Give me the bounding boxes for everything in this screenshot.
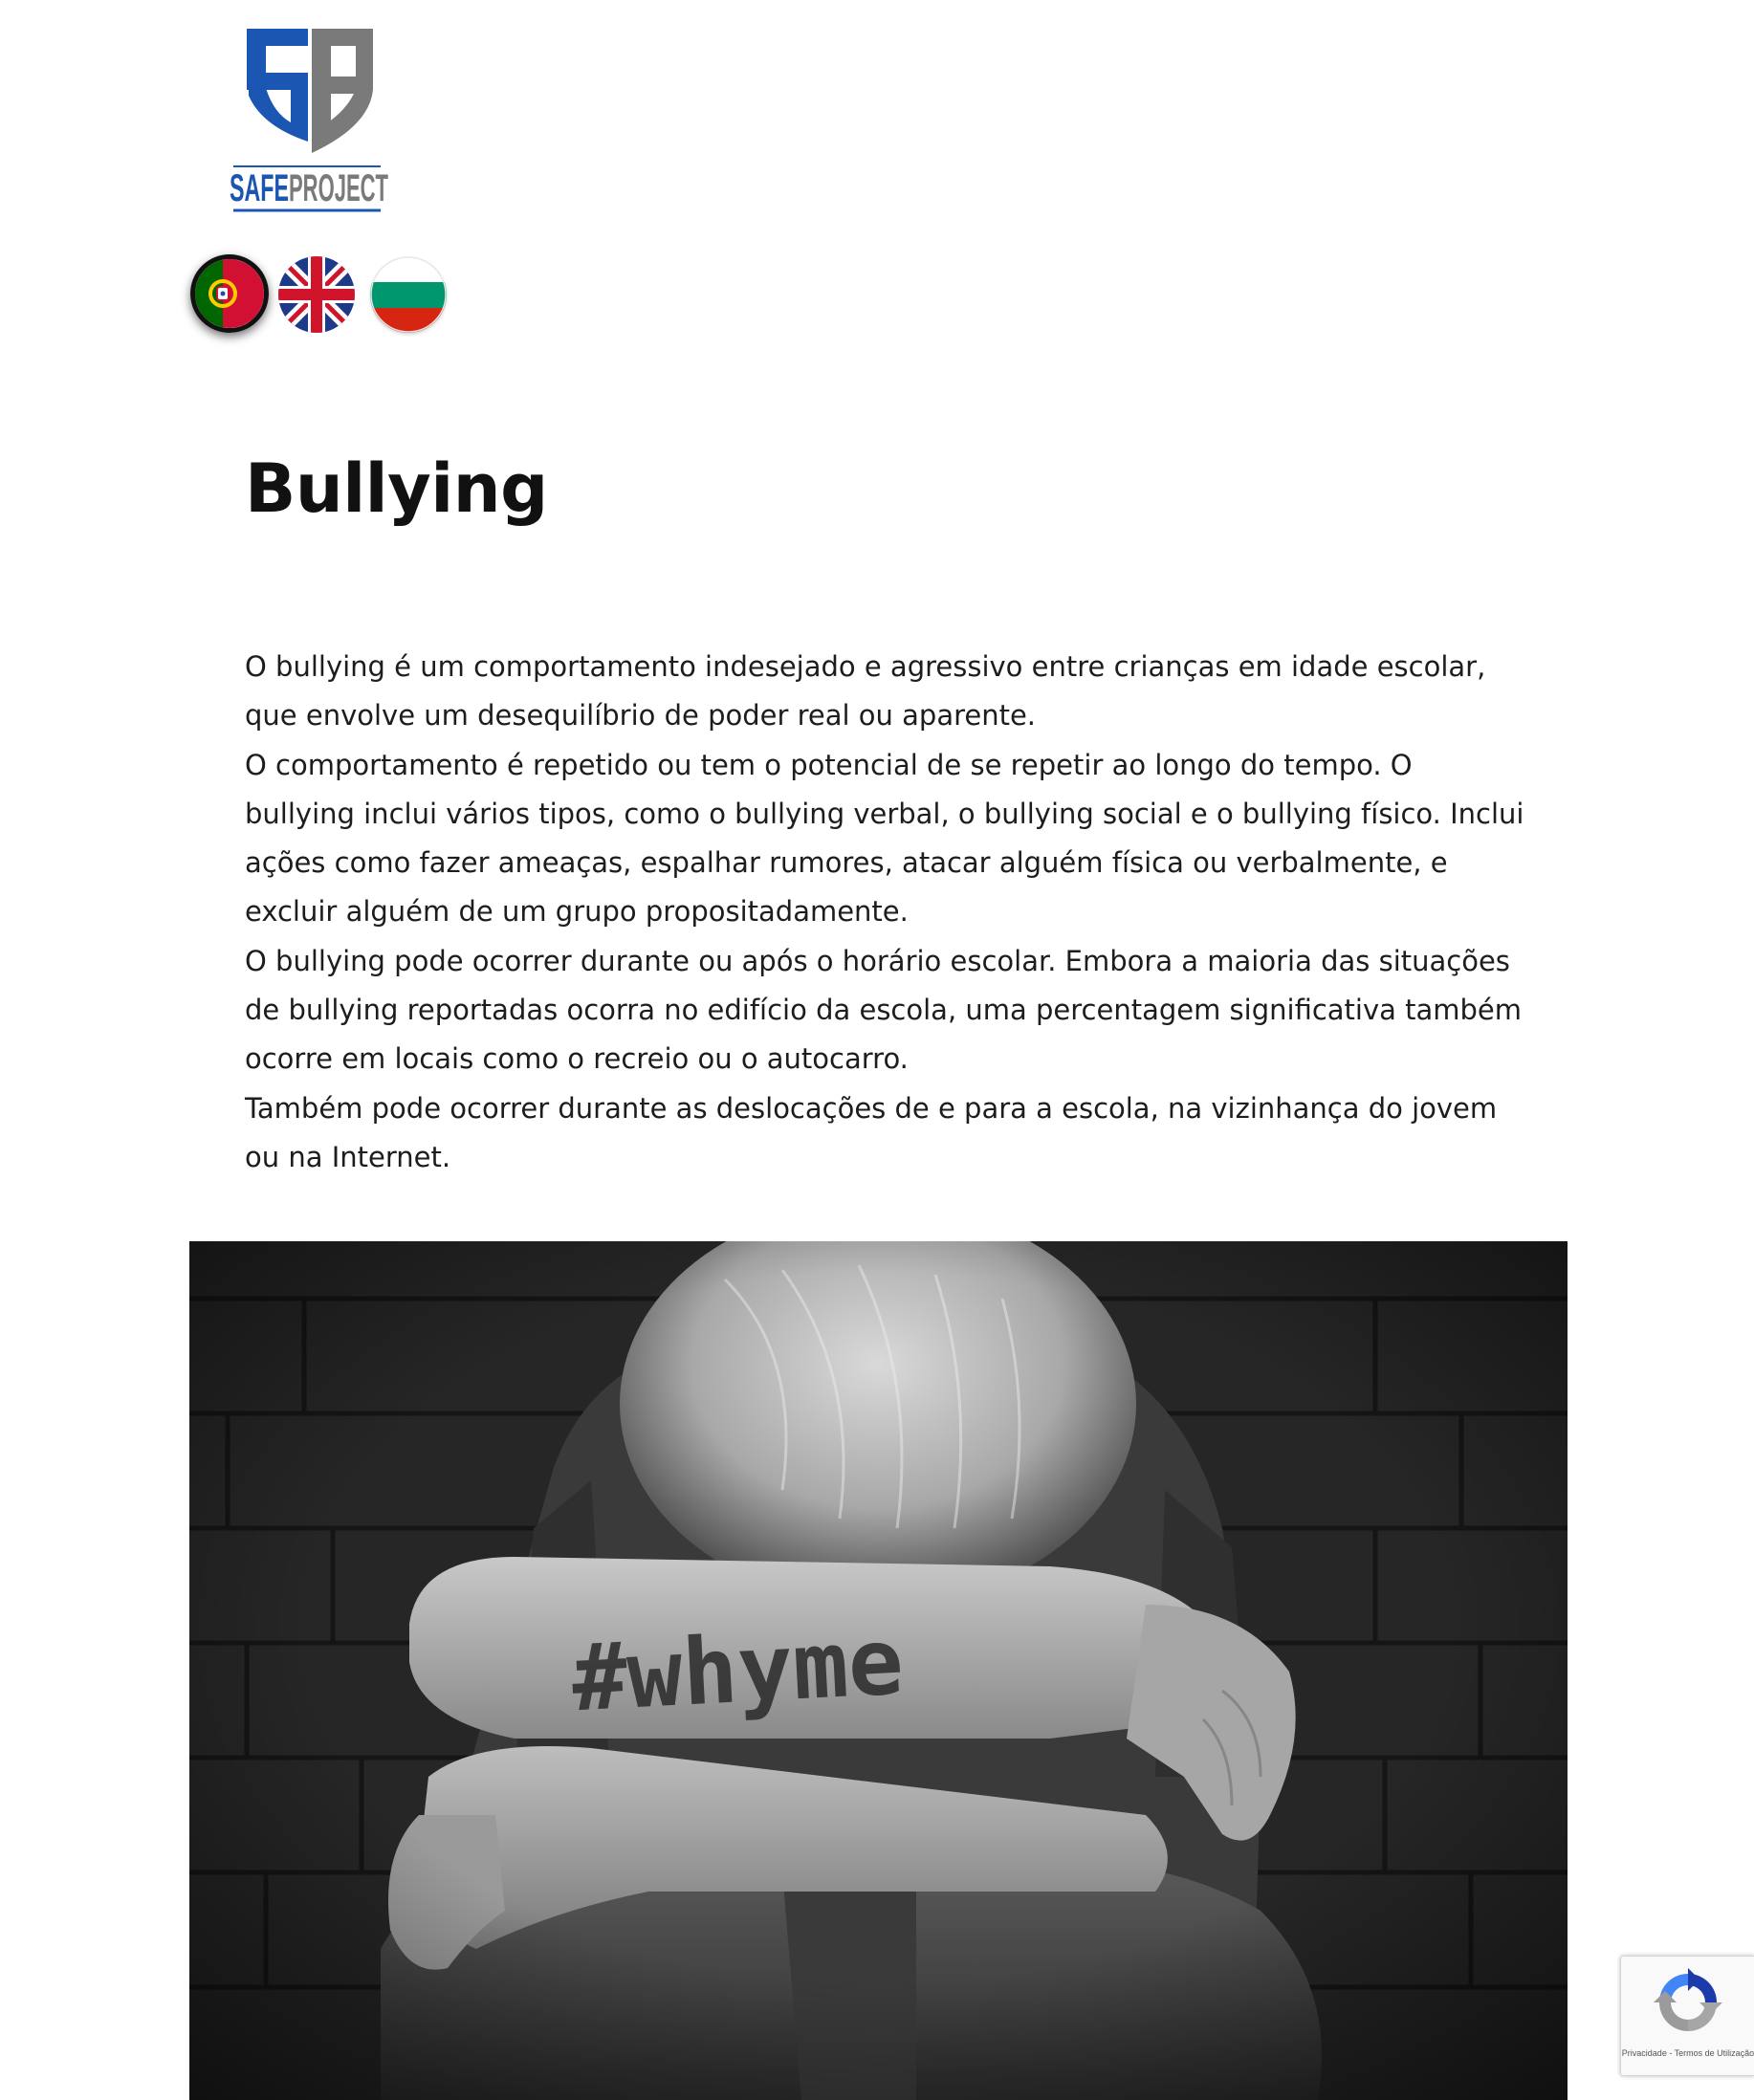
bulgaria-flag-icon — [370, 256, 447, 333]
article-body — [245, 643, 1526, 1182]
united-kingdom-flag-icon — [278, 256, 355, 333]
page-title: Bullying — [245, 449, 548, 528]
recaptcha-badge[interactable] — [1620, 1956, 1754, 2076]
language-bg[interactable] — [370, 256, 447, 333]
portugal-flag-icon — [195, 259, 264, 328]
site-logo[interactable] — [224, 19, 396, 220]
language-en[interactable] — [278, 256, 355, 333]
recaptcha-links[interactable]: Privacidade - Termos de Utilização — [1621, 2048, 1754, 2058]
paragraph: O comportamento é repetido ou tem o potencial de se repetir ao longo do tempo. O bullying inclui vários tipos, como o bullying verbal, o bullying social e o bullying físico. Inclui ações como fazer ameaças, espalhar rumores, atacar alguém física ou verbalmente, e excluir alguém de um grupo propositadamente. — [245, 748, 1524, 929]
svg-text:SAFE: SAFE — [230, 167, 289, 209]
shield-logo-icon — [224, 19, 396, 220]
hero-image — [189, 1241, 1568, 2100]
paragraph: O bullying pode ocorrer durante ou após o horário escolar. Embora a maioria das situações de bullying reportadas ocorra no edifício da escola, uma percentagem significativa também ocorre em locais como o recreio ou o autocarro. — [245, 944, 1523, 1076]
language-pt[interactable] — [190, 254, 269, 333]
paragraph: O bullying é um comportamento indesejado e agressivo entre crianças em idade escolar, que envolve um desequilíbrio de poder real ou aparente. — [245, 650, 1486, 733]
paragraph: Também pode ocorrer durante as deslocações de e para a escola, na vizinhança do jovem ou na Internet. — [245, 1091, 1498, 1173]
recaptcha-icon — [1654, 1968, 1722, 2041]
svg-text:PROJECT: PROJECT — [289, 167, 388, 209]
